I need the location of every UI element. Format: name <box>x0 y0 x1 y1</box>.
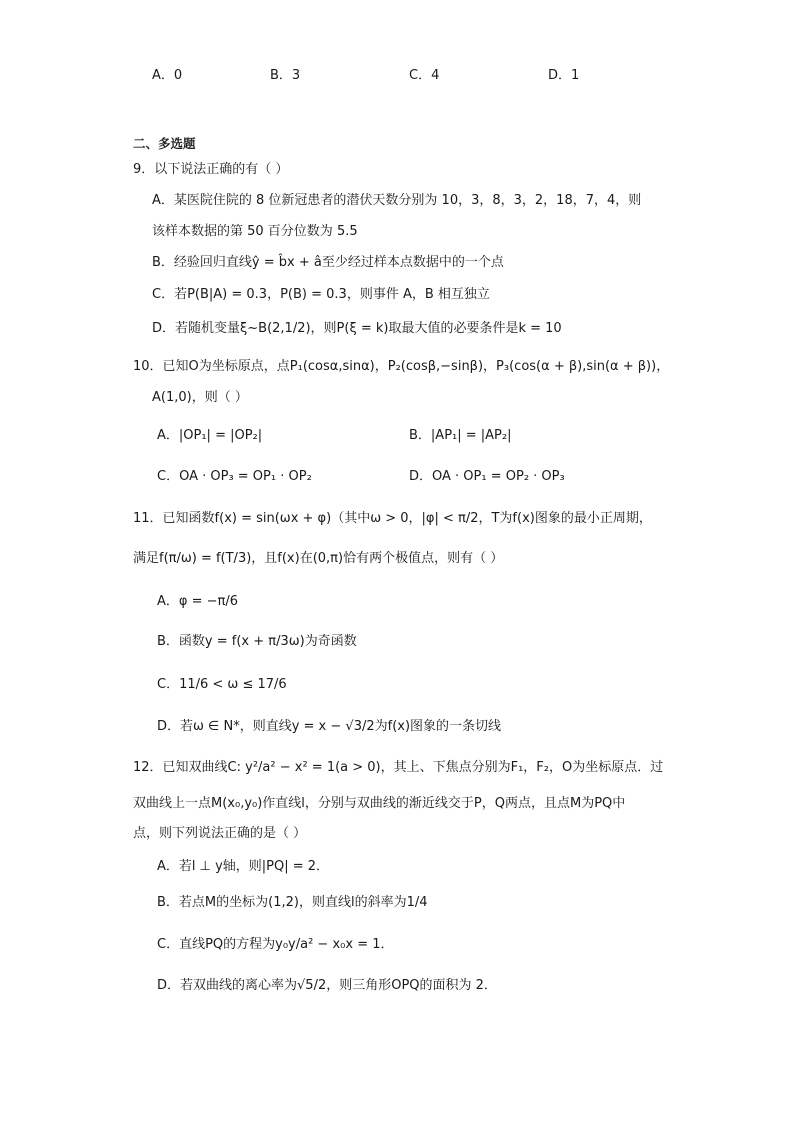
question-10-stem-line2: A(1,0)，则（ ） <box>152 390 248 405</box>
question-10-option-c: C．OA · OP₃ = OP₁ · OP₂ <box>157 469 312 484</box>
question-12-option-b: B．若点M的坐标为(1,2)，则直线l的斜率为1/4 <box>157 895 428 910</box>
question-9-stem: 9．以下说法正确的有（ ） <box>133 162 289 177</box>
question-12-stem-line3: 点，则下列说法正确的是（ ） <box>133 826 307 841</box>
question-11-stem-line1: 11．已知函数f(x) = sin(ωx + φ)（其中ω > 0，|φ| < π/2，T为f(x)图象的最小正周期， <box>133 511 652 526</box>
prev-option-a: A．0 <box>152 68 183 83</box>
question-11-stem-line2: 满足f(π/ω) = f(T/3)，且f(x)在(0,π)恰有两个极值点，则有（ ） <box>133 551 504 566</box>
question-10-stem-line1: 10．已知O为坐标原点，点P₁(cosα,sinα)，P₂(cosβ,−sinβ)，P₃(cos(α + β),sin(α + β))， <box>133 359 670 374</box>
question-11-option-a: A．φ = −π/6 <box>157 594 238 609</box>
question-9-option-b: B．经验回归直线ŷ = b̂x + â至少经过样本点数据中的一个点 <box>152 255 504 270</box>
question-9-option-a-cont: 该样本数据的第 50 百分位数为 5.5 <box>152 224 358 239</box>
question-12-stem-line1: 12．已知双曲线C: y²/a² − x² = 1(a > 0)，其上、下焦点分别为F₁，F₂，O为坐标原点．过 <box>133 760 664 775</box>
question-10-option-d: D．OA · OP₁ = OP₂ · OP₃ <box>409 469 565 484</box>
question-12-option-c: C．直线PQ的方程为y₀y/a² − x₀x = 1． <box>157 937 394 952</box>
question-9-option-a: A．某医院住院的 8 位新冠患者的潜伏天数分别为 10，3，8，3，2，18，7，4，则 <box>152 193 642 208</box>
question-12-option-a: A．若l ⊥ y轴，则|PQ| = 2． <box>157 859 330 874</box>
section-title: 二、多选题 <box>133 136 196 151</box>
question-9-option-c: C．若P(B|A) = 0.3，P(B) = 0.3，则事件 A，B 相互独立 <box>152 287 490 302</box>
prev-option-d: D．1 <box>548 68 580 83</box>
prev-option-b: B．3 <box>270 68 301 83</box>
question-12-option-d: D．若双曲线的离心率为√5/2，则三角形OPQ的面积为 2． <box>157 978 497 993</box>
question-11-option-d: D．若ω ∈ N*，则直线y = x − √3/2为f(x)图象的一条切线 <box>157 719 502 734</box>
question-10-option-a: A．|OP₁| = |OP₂| <box>157 428 263 443</box>
question-10-option-b: B．|AP₁| = |AP₂| <box>409 428 512 443</box>
prev-option-c: C．4 <box>409 68 440 83</box>
question-9-option-d: D．若随机变量ξ~B(2,1/2)，则P(ξ = k)取最大值的必要条件是k = 10 <box>152 321 562 336</box>
question-11-option-b: B．函数y = f(x + π/3ω)为奇函数 <box>157 634 357 649</box>
question-12-stem-line2: 双曲线上一点M(x₀,y₀)作直线l，分别与双曲线的渐近线交于P，Q两点，且点M为PQ中 <box>133 796 626 811</box>
question-11-option-c: C．11/6 < ω ≤ 17/6 <box>157 677 287 692</box>
